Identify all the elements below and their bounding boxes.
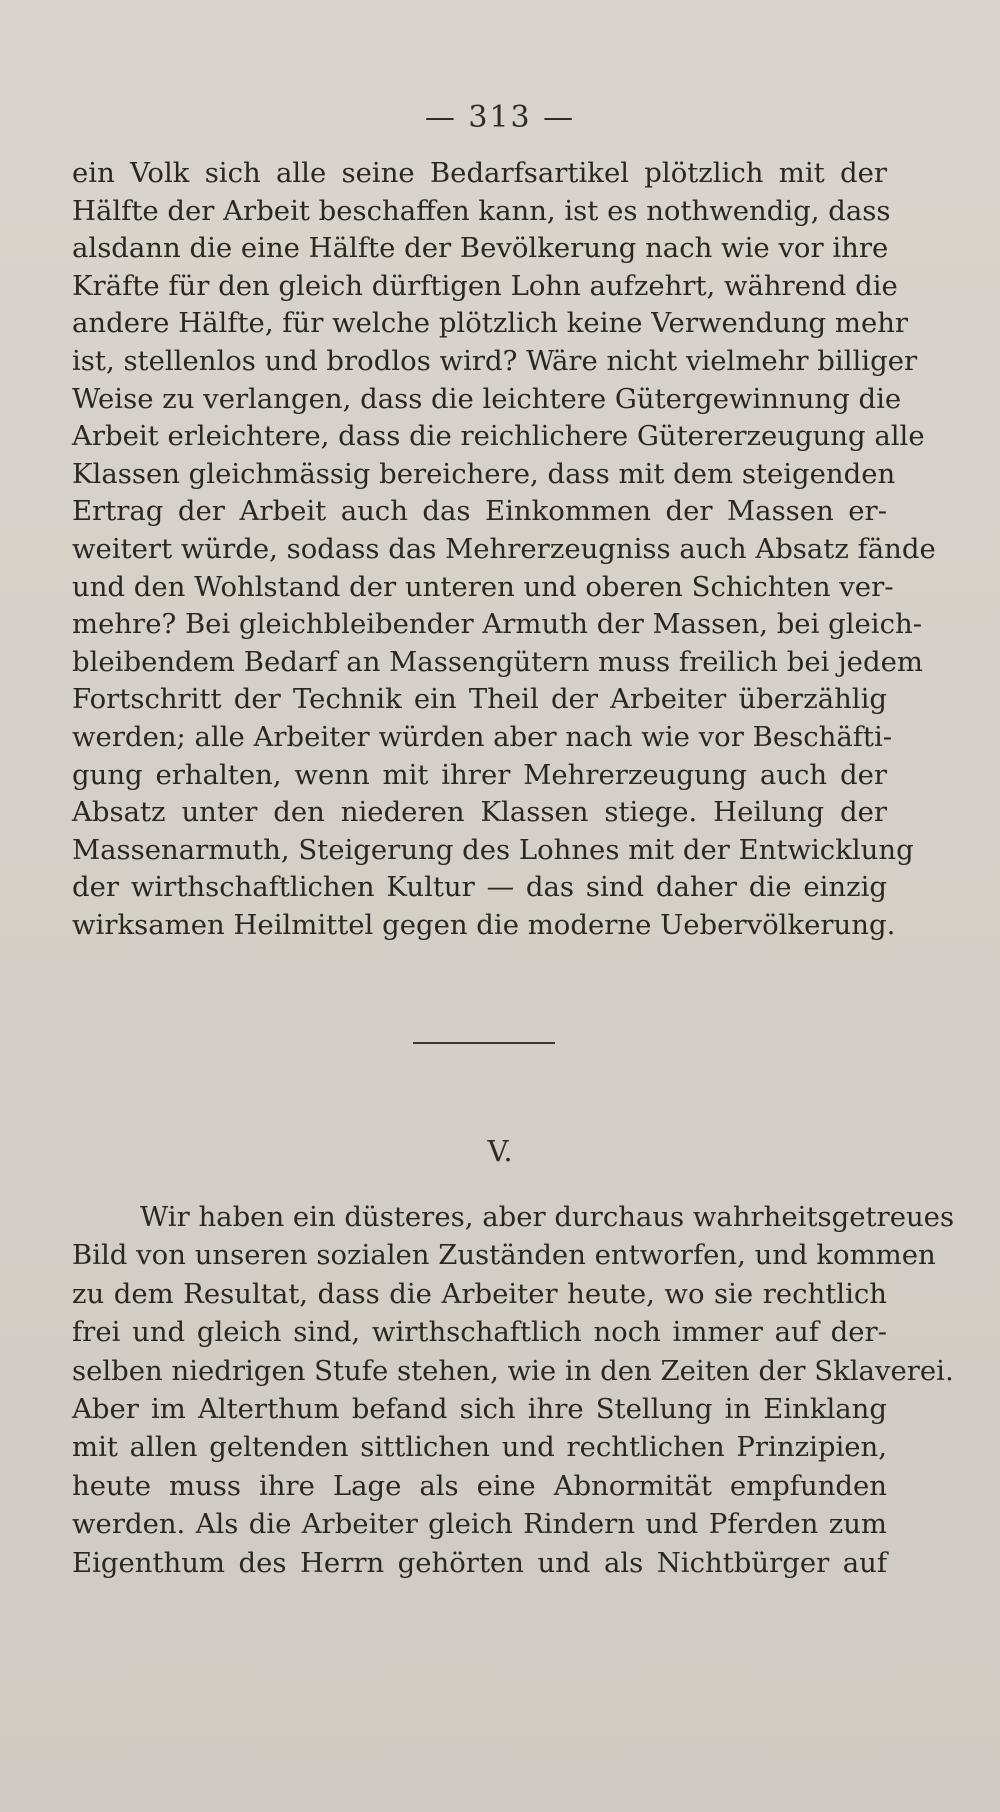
text-line: Arbeit erleichtere, dass die reichlichere Gütererzeugung alle [72,420,925,453]
paragraph-continued [72,155,936,944]
text-line: frei und gleich sind, wirthschaftlich noch immer auf der- [72,1316,887,1349]
text-line: heute muss ihre Lage als eine Abnormität empfunden [72,1469,887,1502]
text-line: Fortschritt der Technik ein Theil der Arbeiter überzählig [72,683,887,716]
text-line: Weise zu verlangen, dass die leichtere Gütergewinnung die [72,382,902,415]
page-number: — 313 — [424,100,576,135]
text-line: mehre? Bei gleichbleibender Armuth der Massen, bei gleich- [72,608,922,641]
section-heading: V. [487,1134,513,1168]
text-line: Aber im Alterthum befand sich ihre Stellung in Einklang [72,1393,887,1426]
text-line: weitert würde, sodass das Mehrerzeugniss auch Absatz fände [72,532,936,565]
text-line: und den Wohlstand der unteren und oberen Schichten ver- [72,570,894,603]
text-line: andere Hälfte, für welche plötzlich keine Verwendung mehr [72,307,909,340]
text-line: werden. Als die Arbeiter gleich Rindern und Pferden zum [72,1508,887,1541]
text-line: mit allen geltenden sittlichen und rechtlichen Prinzipien, [72,1431,887,1464]
text-line: Massenarmuth, Steigerung des Lohnes mit der Entwicklung [72,833,914,866]
text-line: Hälfte der Arbeit beschaffen kann, ist es nothwendig, dass [72,194,891,227]
text-line: wirksamen Heilmittel gegen die moderne Uebervölkerung. [72,908,896,941]
text-line: ein Volk sich alle seine Bedarfsartikel plötzlich mit der [72,157,887,189]
text-line: selben niedrigen Stufe stehen, wie in den Zeiten der Sklaverei. [72,1354,954,1387]
text-line: gung erhalten, wenn mit ihrer Mehrerzeugung auch der [72,758,887,791]
text-line: Kräfte für den gleich dürftigen Lohn aufzehrt, während die [72,269,898,302]
text-line: Ertrag der Arbeit auch das Einkommen der Massen er- [72,495,887,528]
text-line: Eigenthum des Herrn gehörten und als Nichtbürger auf [72,1546,887,1579]
text-line: bleibendem Bedarf an Massengütern muss freilich bei jedem [72,645,923,678]
text-line: der wirthschaftlichen Kultur — das sind daher die einzig [72,871,887,904]
text-line: Absatz unter den niederen Klassen stiege. Heilung der [72,796,887,829]
paragraph-section-v [72,1198,955,1582]
text-line: Klassen gleichmässig bereichere, dass mit dem steigenden [72,457,896,490]
section-divider [413,1042,555,1044]
text-line: zu dem Resultat, dass die Arbeiter heute, wo sie rechtlich [72,1277,887,1310]
text-line: Bild von unseren sozialen Zuständen entworfen, und kommen [72,1239,936,1272]
text-line: ist, stellenlos und brodlos wird? Wäre nicht vielmehr billiger [72,344,918,377]
text-line: werden; alle Arbeiter würden aber nach wie vor Beschäfti- [72,720,893,753]
text-line: Wir haben ein düsteres, aber durchaus wahrheitsgetreues [140,1201,955,1233]
text-line: alsdann die eine Hälfte der Bevölkerung nach wie vor ihre [72,232,889,265]
